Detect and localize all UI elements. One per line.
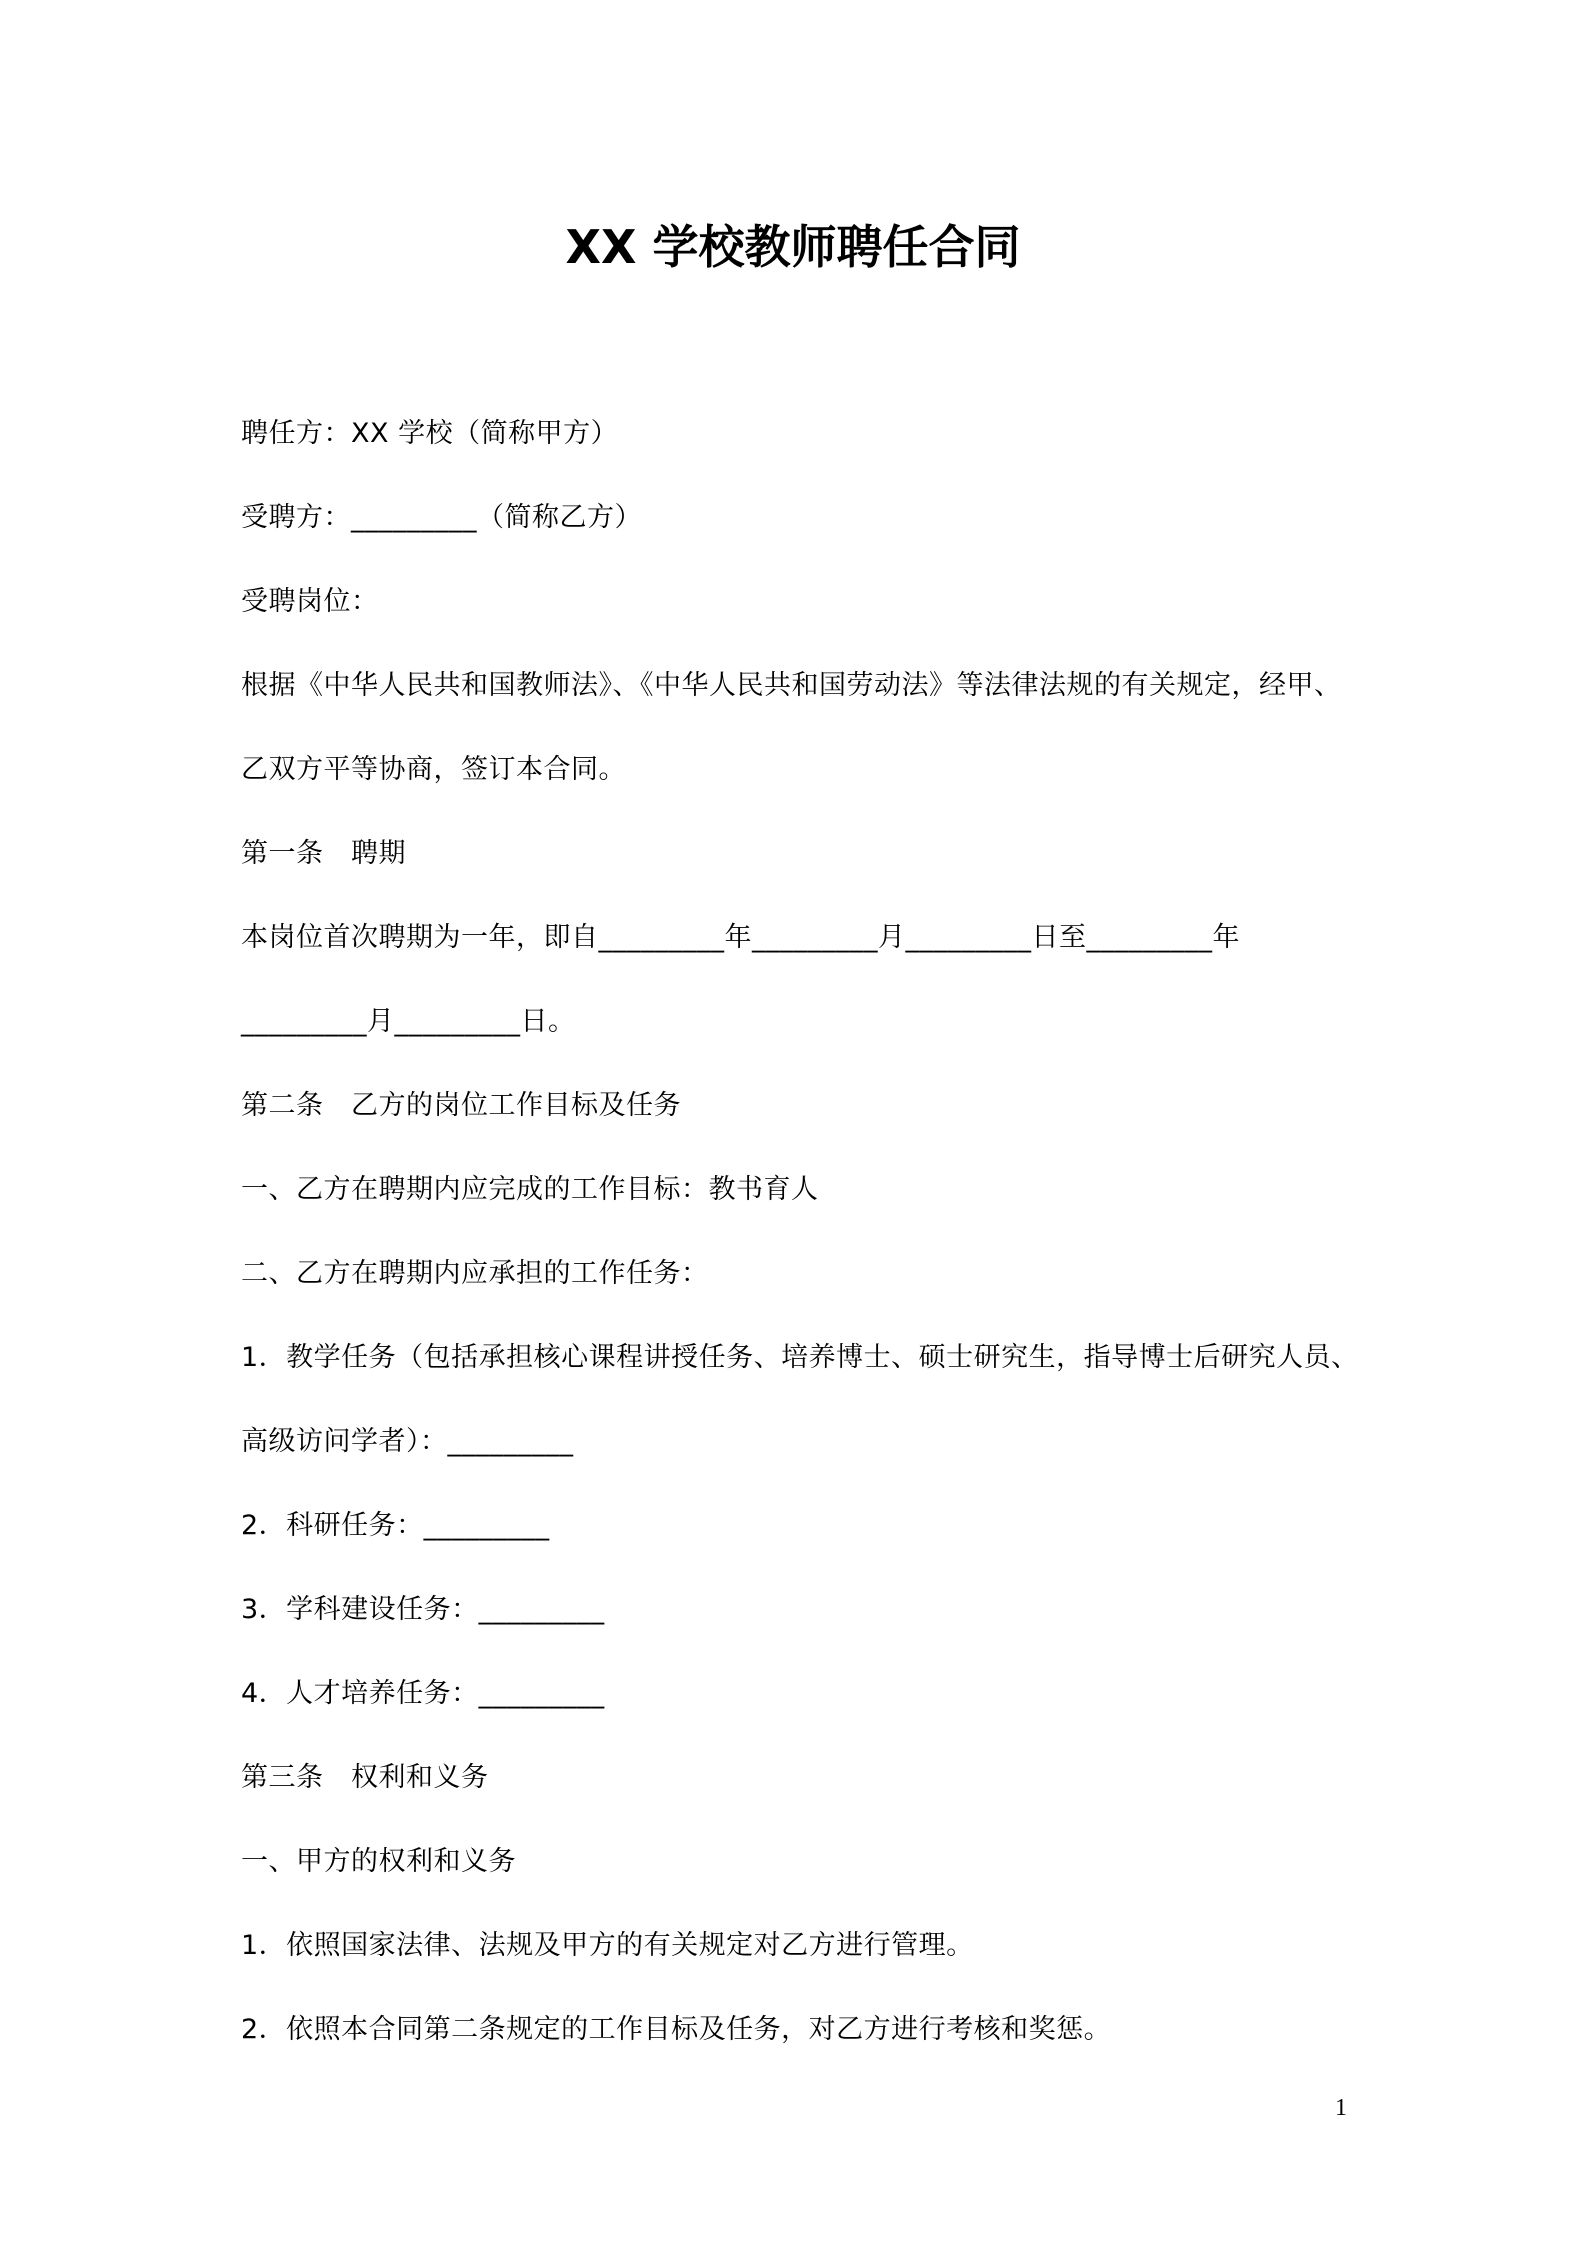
article-2-goal: 一、乙方在聘期内应完成的工作目标：教书育人: [241, 1174, 819, 1205]
party-a-right-1: 1．依照国家法律、法规及甲方的有关规定对乙方进行管理。: [241, 1930, 974, 1961]
article-3-heading: 第三条 权利和义务: [241, 1762, 489, 1793]
party-a-rights-heading: 一、甲方的权利和义务: [241, 1846, 516, 1877]
task-1-line-1: 1．教学任务（包括承担核心课程讲授任务、培养博士、硕士研究生，指导博士后研究人员、: [241, 1342, 1359, 1373]
task-3-line: 3．学科建设任务：_________: [241, 1594, 605, 1625]
article-1-text-1: 本岗位首次聘期为一年，即自_________年_________月_________日至_________年: [241, 922, 1240, 953]
employer-line: 聘任方：XX 学校（简称甲方）: [241, 418, 619, 449]
task-1-line-2: 高级访问学者）：_________: [241, 1426, 574, 1457]
position-line: 受聘岗位：: [241, 586, 379, 617]
preamble-line-1: 根据《中华人民共和国教师法》、《中华人民共和国劳动法》等法律法规的有关规定，经甲、: [241, 670, 1342, 701]
document-title: XX 学校教师聘任合同: [565, 220, 1021, 274]
task-2-line: 2．科研任务：_________: [241, 1510, 550, 1541]
employee-line: 受聘方：_________（简称乙方）: [241, 502, 642, 533]
article-2-heading: 第二条 乙方的岗位工作目标及任务: [241, 1090, 681, 1121]
article-1-text-2: _________月_________日。: [241, 1006, 576, 1037]
article-1-heading: 第一条 聘期: [241, 838, 406, 869]
preamble-line-2: 乙双方平等协商，签订本合同。: [241, 754, 626, 785]
party-a-right-2: 2．依照本合同第二条规定的工作目标及任务，对乙方进行考核和奖惩。: [241, 2014, 1112, 2045]
article-2-tasks-heading: 二、乙方在聘期内应承担的工作任务：: [241, 1258, 709, 1289]
task-4-line: 4．人才培养任务：_________: [241, 1678, 605, 1709]
page-number: 1: [1335, 2095, 1347, 2121]
